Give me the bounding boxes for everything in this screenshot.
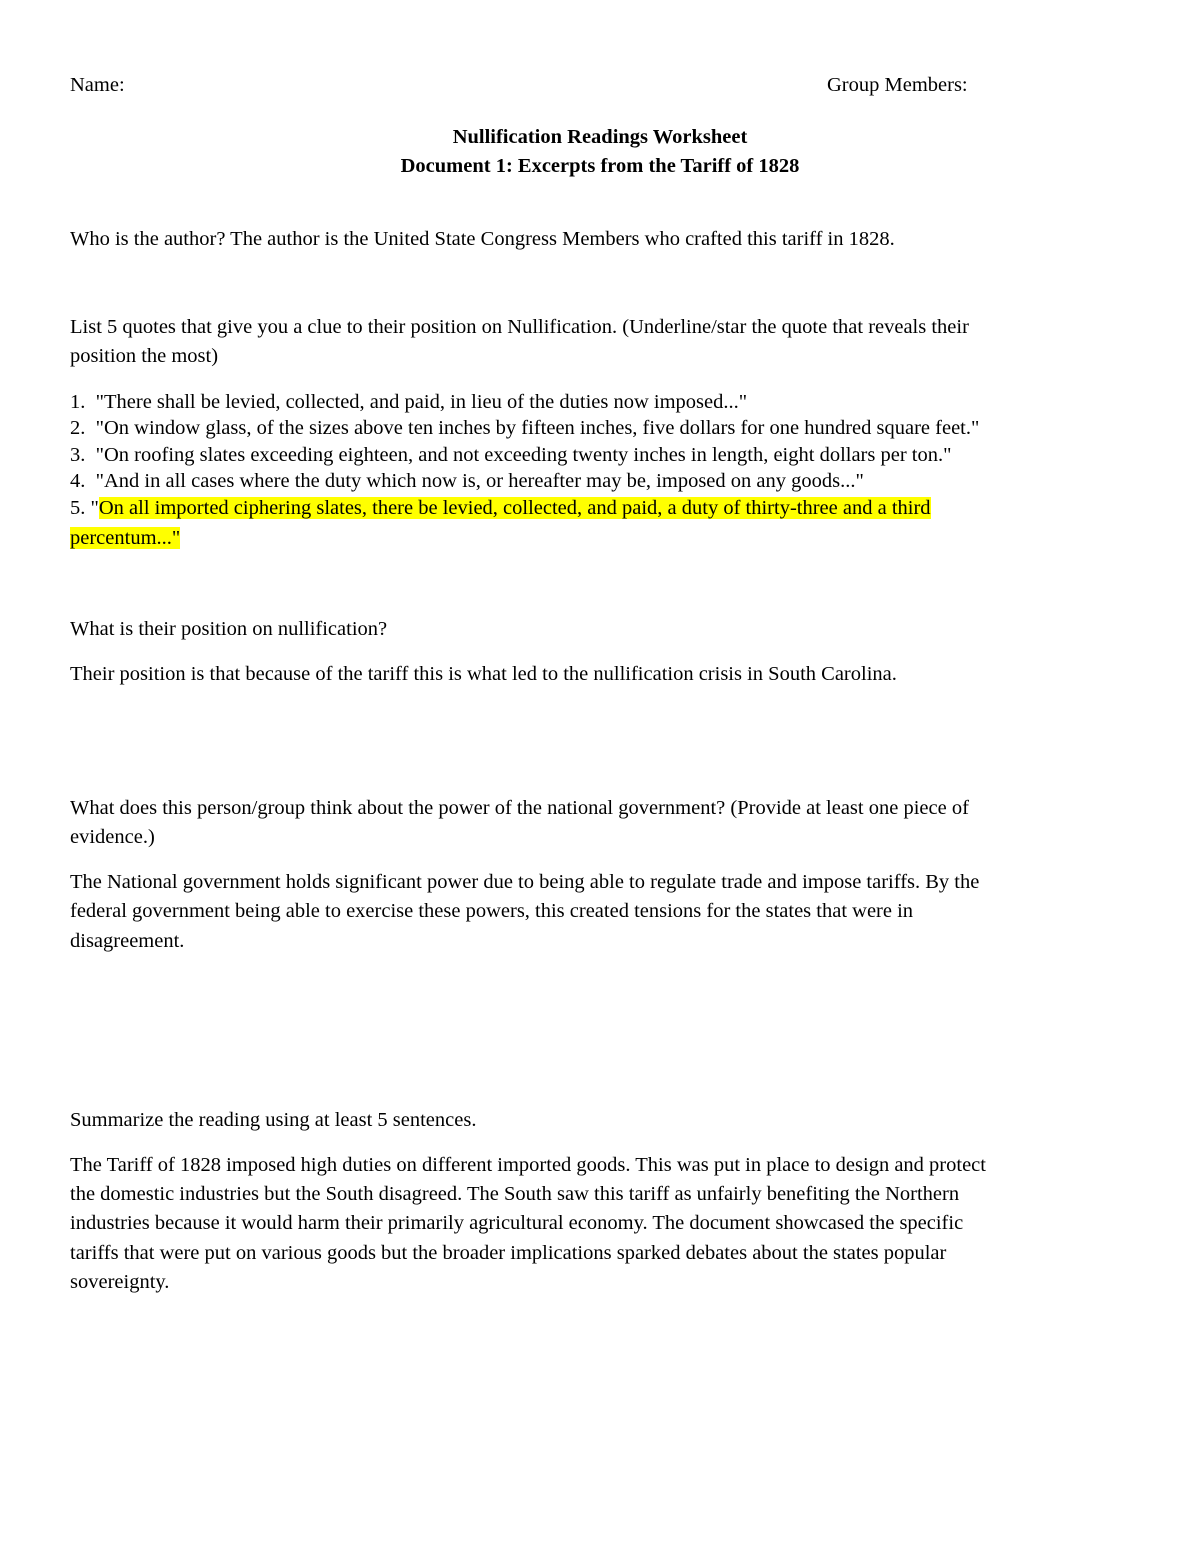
position-answer: Their position is that because of the tariff this is what led to the nullification crisis in South Carolina.	[70, 663, 897, 685]
summary-line4: tariffs that were put on various goods but the broader implications sparked debates about the states popular	[70, 1242, 947, 1264]
quote-item-5	[70, 497, 931, 520]
quote-open-mark: "	[90, 497, 99, 519]
quotes-prompt-line2: position the most)	[70, 345, 219, 367]
quote-text: "And in all cases where the duty which now is, or hereafter may be, imposed on any goods..."	[95, 470, 864, 492]
highlighted-quote-line1: On all imported ciphering slates, there be levied, collected, and paid, a duty of thirty-three and a third	[98, 497, 931, 519]
quote-item-5-continued	[70, 527, 180, 550]
quote-text: "On window glass, of the sizes above ten inches by fifteen inches, five dollars for one hundred square feet."	[95, 417, 980, 439]
highlighted-quote-line2: percentum..."	[70, 527, 181, 549]
quote-text: "There shall be levied, collected, and paid, in lieu of the duties now imposed..."	[95, 391, 748, 413]
power-answer-line3: disagreement.	[70, 930, 185, 952]
quote-number: 3.	[70, 444, 86, 466]
quote-number: 2.	[70, 417, 86, 439]
quote-number: 1.	[70, 391, 86, 413]
quote-number: 4.	[70, 470, 86, 492]
quote-item-2	[70, 417, 979, 440]
author-line: Who is the author? The author is the United State Congress Members who crafted this tariff in 1828.	[70, 228, 895, 250]
summary-question: Summarize the reading using at least 5 sentences.	[70, 1109, 477, 1131]
name-label: Name:	[70, 74, 125, 96]
quotes-prompt-line1: List 5 quotes that give you a clue to their position on Nullification. (Underline/star the quote that reveals their	[70, 316, 969, 338]
worksheet-title: Nullification Readings Worksheet	[452, 126, 748, 148]
summary-line3: industries because it would harm their primarily agricultural economy. The document showcased the specific	[70, 1212, 964, 1234]
quote-item-1	[70, 391, 747, 414]
summary-line5: sovereignty.	[70, 1271, 170, 1293]
power-question-line2: evidence.)	[70, 826, 155, 848]
summary-line2: the domestic industries but the South disagreed. The South saw this tariff as unfairly benefiting the Northern	[70, 1183, 960, 1205]
document-title: Document 1: Excerpts from the Tariff of 1828	[400, 155, 800, 177]
position-question: What is their position on nullification?	[70, 618, 388, 640]
quote-text: "On roofing slates exceeding eighteen, and not exceeding twenty inches in length, eight dollars per ton."	[95, 444, 952, 466]
summary-line1: The Tariff of 1828 imposed high duties on different imported goods. This was put in place to design and protect	[70, 1154, 986, 1176]
quote-number: 5.	[70, 497, 86, 519]
power-question-line1: What does this person/group think about the power of the national government? (Provide at least one piece of	[70, 797, 969, 819]
group-members-label: Group Members:	[827, 74, 968, 96]
power-answer-line2: federal government being able to exercise these powers, this created tensions for the states that were in	[70, 900, 914, 922]
quote-item-4	[70, 470, 864, 493]
quote-item-3	[70, 444, 951, 467]
power-answer-line1: The National government holds significant power due to being able to regulate trade and impose tariffs. By the	[70, 871, 980, 893]
